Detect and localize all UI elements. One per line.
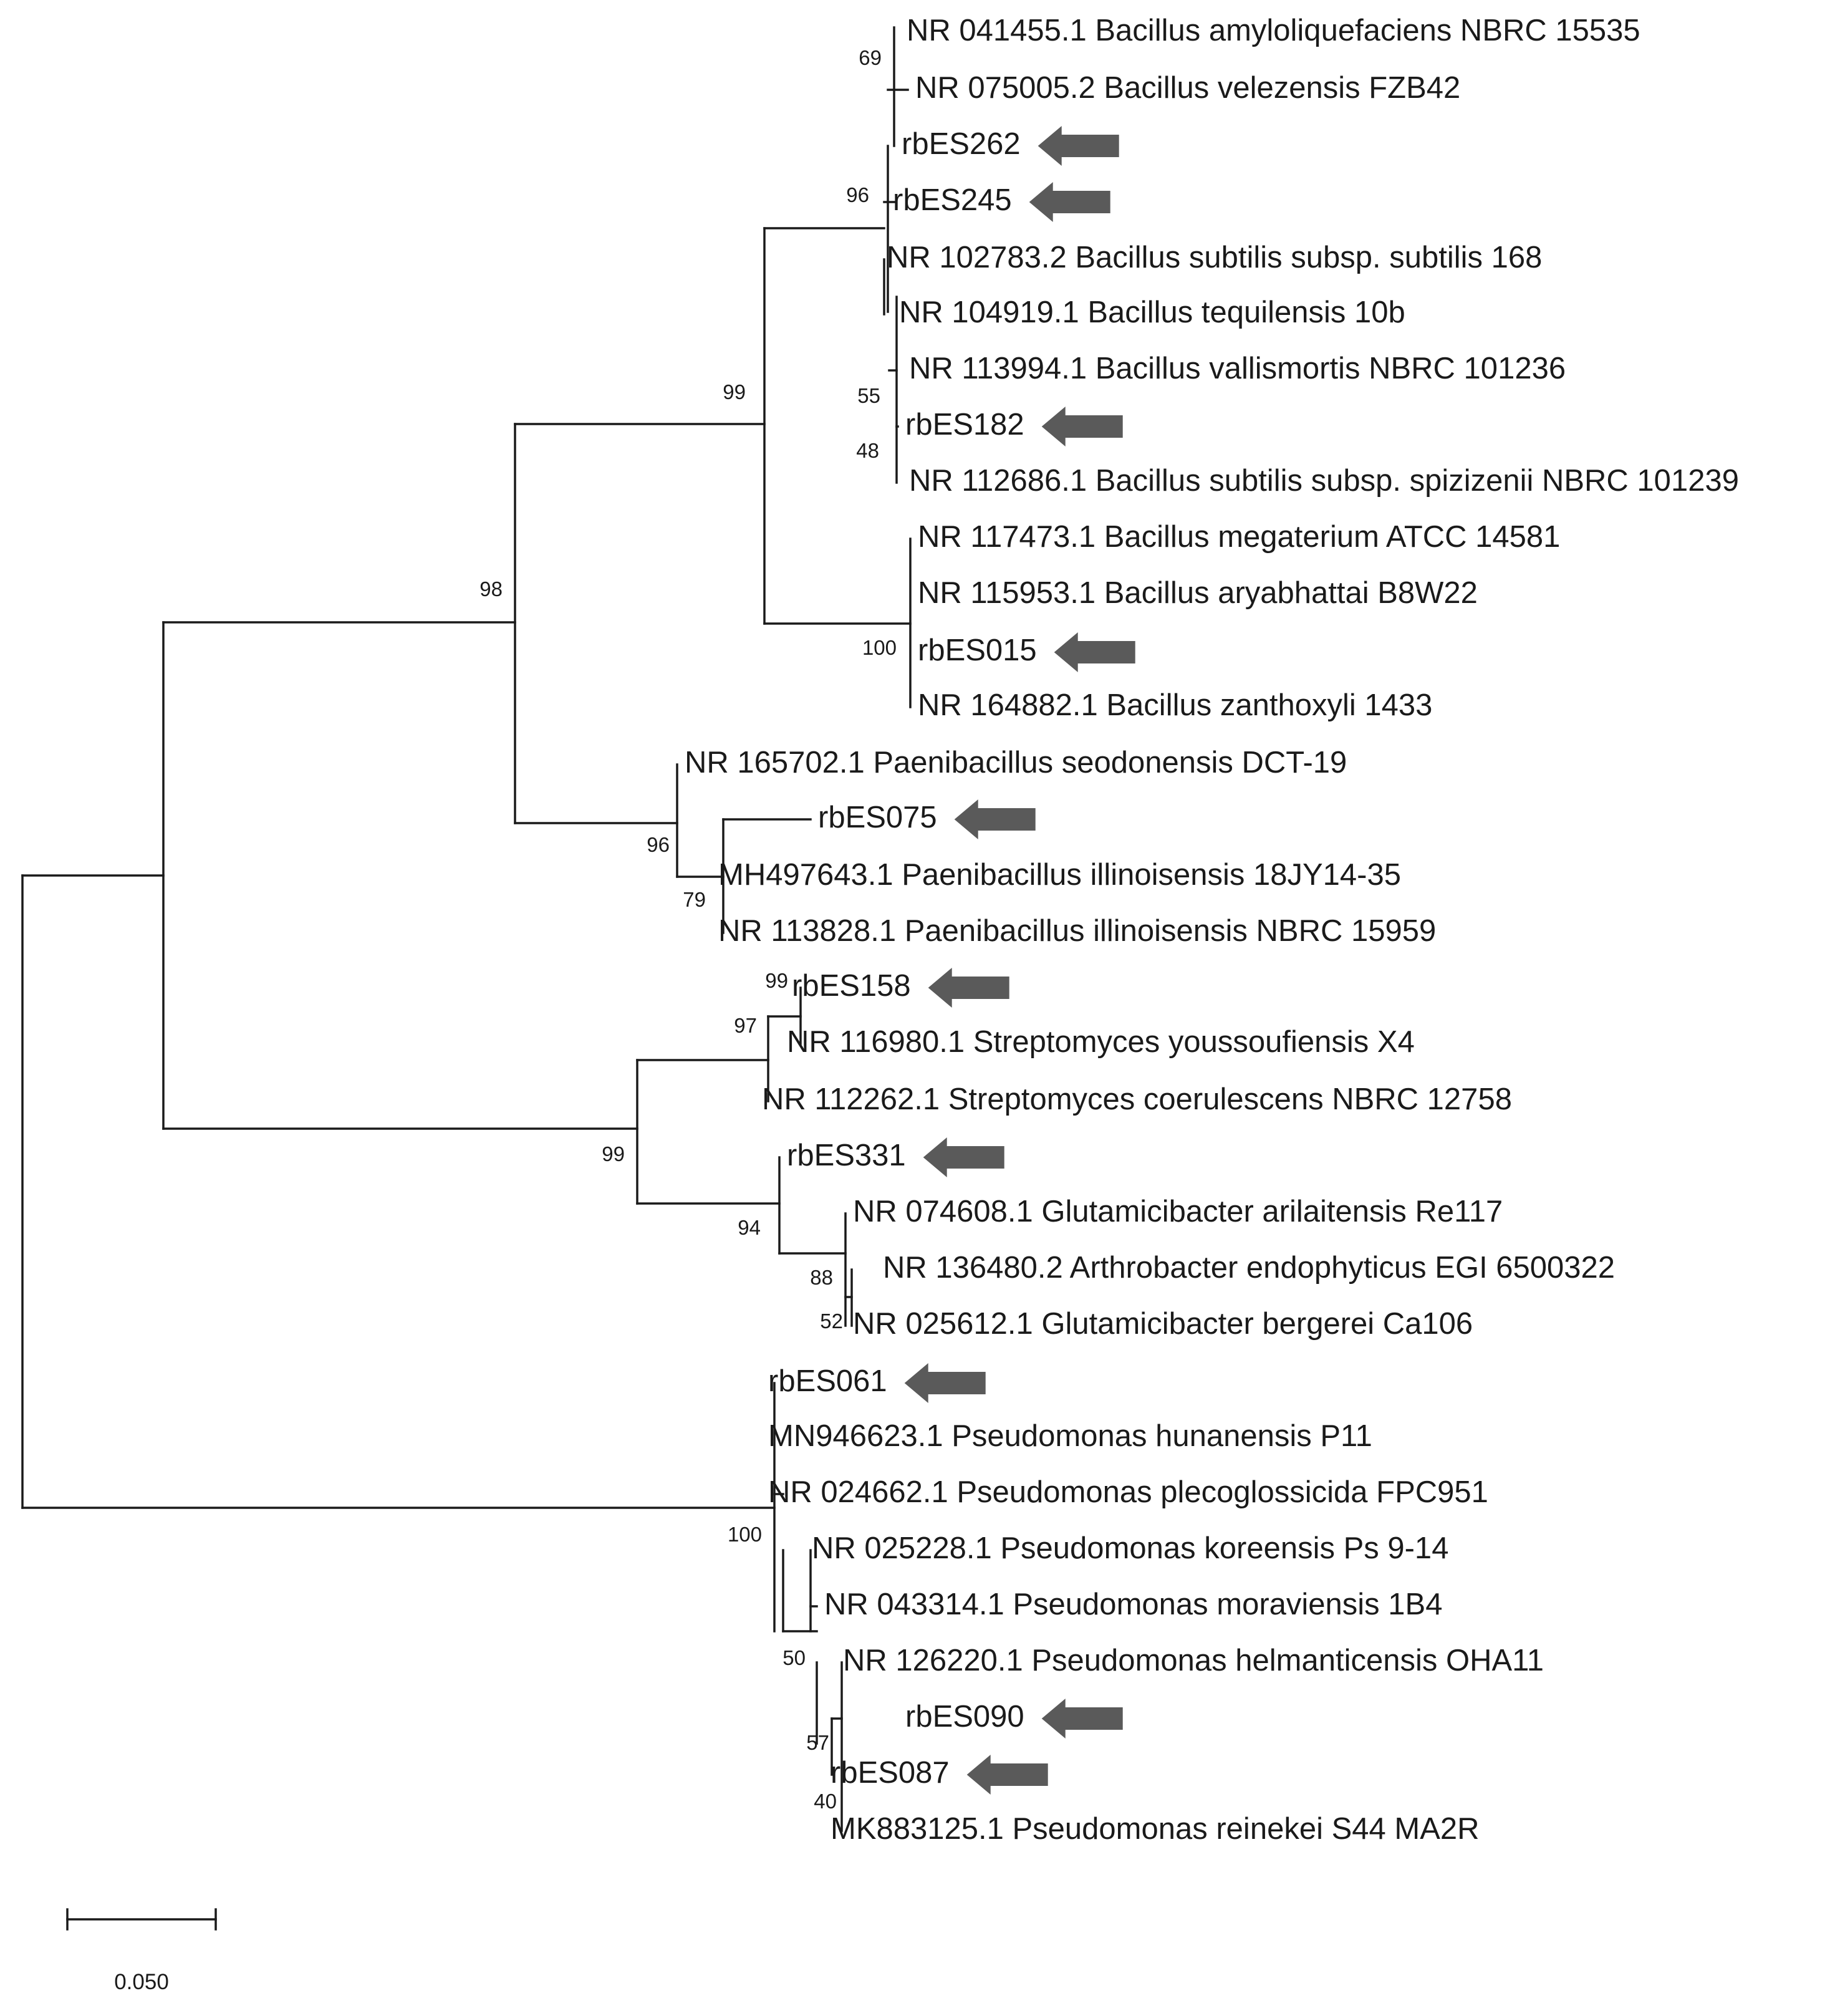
isolate-marker-arrow xyxy=(923,1137,1004,1177)
reference-strain-label: NR 117473.1 Bacillus megaterium ATCC 14581 xyxy=(918,519,1561,554)
isolate-marker-arrow xyxy=(1038,126,1119,166)
reference-strain-label: NR 024662.1 Pseudomonas plecoglossicida FPC951 xyxy=(768,1475,1488,1509)
reference-strain-label: NR 102783.2 Bacillus subtilis subsp. subtilis 168 xyxy=(887,240,1543,274)
reference-strain-label: MK883125.1 Pseudomonas reinekei S44 MA2R xyxy=(831,1811,1480,1846)
bootstrap-value: 96 xyxy=(846,183,869,206)
bootstrap-value: 48 xyxy=(856,439,879,462)
reference-strain-label: NR 025612.1 Glutamicibacter bergerei Ca106 xyxy=(853,1306,1473,1341)
bootstrap-value: 100 xyxy=(862,636,897,659)
bootstrap-value: 99 xyxy=(723,380,746,403)
bootstrap-value: 100 xyxy=(727,1523,762,1546)
reference-strain-label: MN946623.1 Pseudomonas hunanensis P11 xyxy=(768,1419,1372,1453)
reference-strain-label: NR 025228.1 Pseudomonas koreensis Ps 9-14 xyxy=(812,1531,1449,1565)
isolate-marker-arrow xyxy=(955,799,1036,839)
reference-strain-label: NR 075005.2 Bacillus velezensis FZB42 xyxy=(915,70,1461,105)
bootstrap-value: 98 xyxy=(479,577,503,600)
reference-strain-label: MH497643.1 Paenibacillus illinoisensis 18JY14-35 xyxy=(718,857,1401,892)
isolate-label: rbES087 xyxy=(831,1755,950,1790)
reference-strain-label: NR 074608.1 Glutamicibacter arilaitensis Re117 xyxy=(853,1194,1503,1228)
isolate-marker-arrow xyxy=(928,968,1009,1008)
isolate-label: rbES331 xyxy=(787,1138,906,1172)
isolate-marker-arrow xyxy=(1054,632,1135,672)
bootstrap-value: 96 xyxy=(647,833,670,856)
bootstrap-value: 40 xyxy=(814,1790,837,1813)
reference-strain-label: NR 116980.1 Streptomyces youssoufiensis X4 xyxy=(787,1025,1415,1059)
reference-strain-label: NR 104919.1 Bacillus tequilensis 10b xyxy=(899,295,1405,329)
reference-strain-label: NR 165702.1 Paenibacillus seodonensis DCT-19 xyxy=(685,745,1347,779)
isolate-marker-arrow xyxy=(1042,407,1123,446)
reference-strain-label: NR 112262.1 Streptomyces coerulescens NBRC 12758 xyxy=(762,1082,1512,1116)
scale-bar-label: 0.050 xyxy=(114,1970,169,1994)
bootstrap-value: 99 xyxy=(602,1142,625,1165)
bootstrap-value: 55 xyxy=(857,384,880,407)
reference-strain-label: NR 113828.1 Paenibacillus illinoisensis NBRC 15959 xyxy=(718,914,1437,948)
isolate-marker-arrow xyxy=(1029,182,1110,222)
bootstrap-value: 69 xyxy=(859,46,882,69)
isolate-label: rbES262 xyxy=(902,127,1021,161)
isolate-label: rbES015 xyxy=(918,633,1037,667)
reference-strain-label: NR 041455.1 Bacillus amyloliquefaciens NBRC 15535 xyxy=(907,13,1640,47)
isolate-label: rbES061 xyxy=(768,1364,887,1398)
bootstrap-value: 99 xyxy=(765,969,788,992)
isolate-marker-arrow xyxy=(1042,1699,1123,1739)
reference-strain-label: NR 115953.1 Bacillus aryabhattai B8W22 xyxy=(918,576,1478,610)
isolate-marker-arrow xyxy=(967,1755,1048,1795)
bootstrap-value: 50 xyxy=(782,1646,806,1669)
reference-strain-label: NR 043314.1 Pseudomonas moraviensis 1B4 xyxy=(824,1587,1443,1621)
bootstrap-value: 57 xyxy=(806,1731,829,1754)
reference-strain-label: NR 126220.1 Pseudomonas helmanticensis OHA11 xyxy=(843,1643,1544,1677)
isolate-marker-arrow xyxy=(905,1363,986,1403)
isolate-label: rbES245 xyxy=(893,183,1012,217)
isolate-label: rbES182 xyxy=(905,407,1024,441)
reference-strain-label: NR 113994.1 Bacillus vallismortis NBRC 101236 xyxy=(909,351,1566,385)
reference-strain-label: NR 136480.2 Arthrobacter endophyticus EGI 6500322 xyxy=(883,1250,1616,1285)
isolate-label: rbES075 xyxy=(818,800,937,834)
bootstrap-value: 94 xyxy=(738,1216,761,1239)
isolate-label: rbES090 xyxy=(905,1699,1024,1734)
reference-strain-label: NR 164882.1 Bacillus zanthoxyli 1433 xyxy=(918,688,1433,722)
bootstrap-value: 52 xyxy=(820,1309,843,1333)
isolate-label: rbES158 xyxy=(792,968,911,1003)
bootstrap-value: 79 xyxy=(683,888,706,911)
bootstrap-value: 97 xyxy=(734,1014,757,1037)
bootstrap-value: 88 xyxy=(810,1266,833,1289)
reference-strain-label: NR 112686.1 Bacillus subtilis subsp. spizizenii NBRC 101239 xyxy=(909,463,1739,498)
